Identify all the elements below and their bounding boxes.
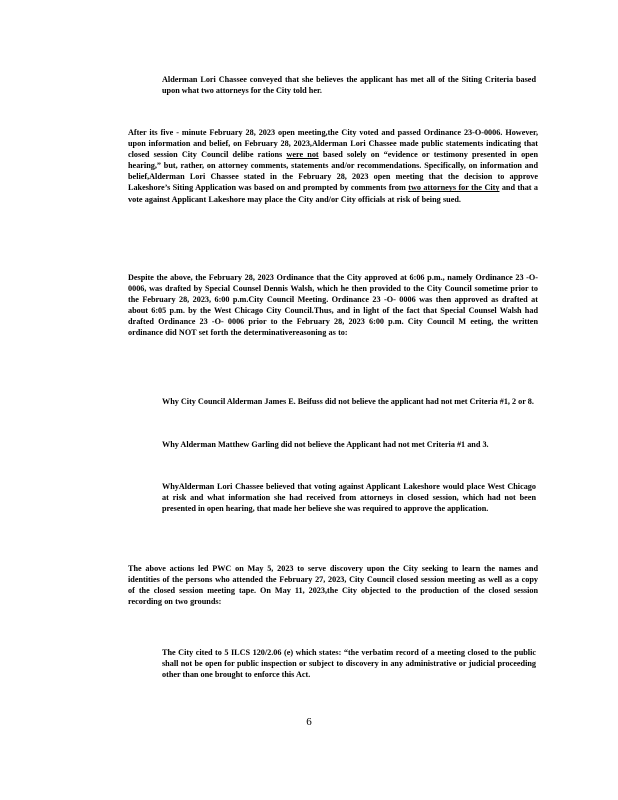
bullet-text: Alderman Lori Chassee conveyed that she believes the applicant has met all of the Siting Criteria based upon what two attorneys for the City told her. xyxy=(162,75,536,96)
bullet-icon xyxy=(140,439,148,447)
bullet-icon xyxy=(140,74,148,82)
paragraph-after-meeting xyxy=(128,127,538,205)
bullet-text: Why Alderman Matthew Garling did not believe the Applicant had not met Criteria #1 and 3. xyxy=(162,440,489,449)
underlined-were-not: were not xyxy=(286,150,319,160)
bullet-icon xyxy=(140,396,148,404)
paragraph-above-actions: The above actions led PWC on May 5, 2023 to serve discovery upon the City seeking to learn the names and identities of the persons who attended the February 27, 2023, City Council closed session meeting as well as a copy of the closed session meeting tape. On May 11, 2023,the City objected to the production of the closed session recording on two grounds: xyxy=(128,564,538,607)
text-run: and that a vote against Applicant Lakeshore may place the City and/or City officials at risk of being sued. xyxy=(128,183,538,204)
bullet-icon xyxy=(140,481,148,489)
underlined-two-attorneys: two attorneys for the City xyxy=(408,183,500,193)
bullet-text: The City cited to 5 ILCS 120/2.06 (e) which states: “the verbatim record of a meeting closed to the public shall not be open for public inspection or subject to discovery in any administrative or judicial proceeding other than one brought to enforce this Act. xyxy=(162,648,536,680)
paragraph-despite-above: Despite the above, the February 28, 2023 Ordinance that the City approved at 6:06 p.m., namely Ordinance 23 -O- 0006, was drafted by Special Counsel Dennis Walsh, which he then provided to the City Council sometime prior to the February 28, 2023, 6:00 p.m.City Council Meeting. Ordinance 23 -O- 0006 was then approved as drafted at about 6:05 p.m. by the West Chicago City Council.Thus, and in light of the fact that Special Counsel Walsh had drafted Ordinance 23 -O- 0006 prior to the February 28, 2023 6:00 p.m. City Council M eeting, the written ordinance did NOT set forth the determinativereasoning as to: xyxy=(128,273,538,338)
page-number: 6 xyxy=(306,716,312,728)
bullet-icon xyxy=(140,647,148,655)
text-run: based solely on “evidence or testimony presented in open hearing,” but, rather, on attorney comments, statements and/or recommendations. Specifically, on information and belief,Alderman Lori Chassee stated in the February 28, 2023 open meeting that the decision to approve Lakeshore’s Siting Application was based on and prompted by comments from xyxy=(128,150,538,193)
text-run: After its five - minute February 28, 2023 open meeting,the City voted and passed Ordinance 23-O-0006. However, upon information and belief, on February 28, 2023,Alderman Lori Chassee made public statements indicating that closed session City Council delibe rations xyxy=(128,128,538,160)
bullet-text: Why City Council Alderman James E. Beifuss did not believe the applicant had not met Criteria #1, 2 or 8. xyxy=(162,397,534,406)
bullet-text: WhyAlderman Lori Chassee believed that voting against Applicant Lakeshore would place West Chicago at risk and what information she had received from attorneys in closed session, which had not been presented in open hearing, that made her believe she was required to approve the application. xyxy=(162,482,536,514)
